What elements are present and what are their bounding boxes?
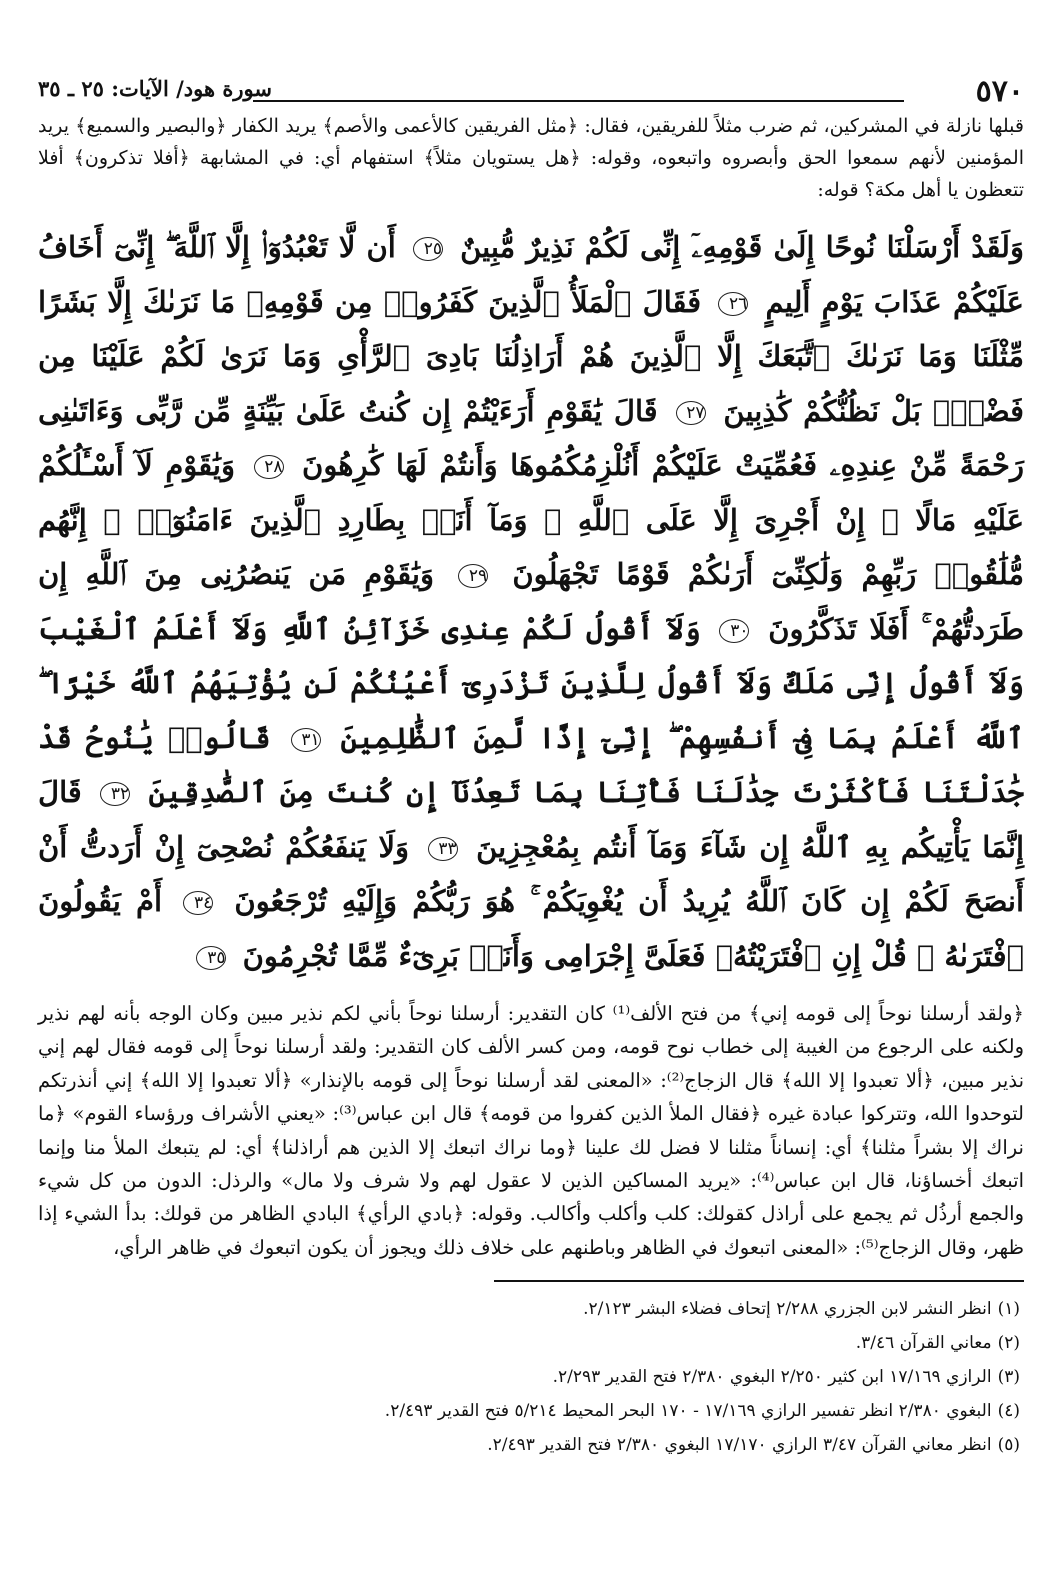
verse-text: قَالَ إِنَّمَا يَأْتِيكُم بِهِ ٱللَّهُ إِن شَآءَ وَمَآ أَنتُم بِمُعْجِزِينَ [38, 775, 1025, 864]
verse-number-marker: ٢٦ [718, 292, 748, 316]
running-title: سورة هود/ الآيات: ٢٥ ـ ٣٥ [38, 76, 272, 101]
footnote-number: (١) [997, 1299, 1020, 1320]
main-commentary [38, 997, 1024, 1264]
verse-text: قَالُوا۟ يَٰنُوحُ قَدْ جَٰدَلْتَنَا فَأَكْثَرْتَ جِدَٰلَنَا فَأْتِنَا بِمَا تَعِدُنَآ إِن كُنتَ مِنَ ٱلصَّٰدِقِينَ [38, 720, 1024, 809]
footnote-text: انظر معاني القرآن ٣/٤٧ الرازي ١٧/١٧٠ البغوي ٢/٣٨٠ فتح القدير ٢/٤٩٣. [487, 1435, 992, 1456]
verse-text: وَلَآ أَقُولُ لَكُمْ عِندِى خَزَآئِنُ ٱللَّهِ وَلَآ أَعْلَمُ ٱلْغَيْبَ وَلَآ أَقُولُ إِنِّى مَلَكٌ وَلَآ أَقُولُ لِلَّذِينَ تَزْدَرِىٓ أَعْيُنُكُمْ لَن يُؤْتِيَهُمُ ٱللَّهُ خَيْرًا ۖ ٱللَّهُ أَعْلَمُ بِمَا فِىٓ أَنفُسِهِمْ ۖ إِنِّىٓ إِذًا لَّمِنَ ٱلظَّٰلِمِينَ [38, 611, 1024, 755]
verse-text: فَقَالَ ٱلْمَلَأُ ٱلَّذِينَ كَفَرُوا۟ مِن قَوْمِهِۦ مَا نَرَىٰكَ إِلَّا بَشَرًا مِّثْلَنَا وَمَا نَرَىٰكَ ٱتَّبَعَكَ إِلَّا ٱلَّذِينَ هُمْ أَرَاذِلُنَا بَادِىَ ٱلرَّأْىِ وَمَا نَرَىٰ لَكُمْ عَلَيْنَا مِن فَضْلٍۭ بَلْ نَظُنُّكُمْ كَٰذِبِينَ [38, 284, 1024, 428]
footnote-text: معاني القرآن ٣/٤٦. [855, 1333, 992, 1354]
footnote-divider [494, 1280, 1024, 1282]
verse-text: وَيَٰقَوْمِ لَآ أَسْـَٔلُكُمْ عَلَيْهِ مَالًا ۖ إِنْ أَجْرِىَ إِلَّا عَلَى ٱللَّهِ ۚ وَمَآ أَنَا۠ بِطَارِدِ ٱلَّذِينَ ءَامَنُوٓا۟ ۚ إِنَّهُم مُّلَٰقُوا۟ رَبِّهِمْ وَلَٰكِنِّىٓ أَرَىٰكُمْ قَوْمًا تَجْهَلُونَ [38, 448, 1024, 591]
verse-number-marker: ٢٩ [458, 564, 488, 588]
verse-number-marker: ٢٥ [413, 237, 443, 261]
intro-commentary [38, 110, 1024, 206]
footnote-text: انظر النشر لابن الجزري ٢/٢٨٨ إتحاف فضلاء البشر ٢/١٢٣. [583, 1299, 992, 1320]
footnote-item [38, 1360, 1020, 1394]
verse-number-marker: ٣٣ [428, 837, 458, 861]
verse-number-marker: ٢٧ [676, 401, 706, 425]
verse-text: قَالَ يَٰقَوْمِ أَرَءَيْتُمْ إِن كُنتُ عَلَىٰ بَيِّنَةٍ مِّن رَّبِّى وَءَاتَىٰنِى رَحْمَةً مِّنْ عِندِهِۦ فَعُمِّيَتْ عَلَيْكُمْ أَنُلْزِمُكُمُوهَا وَأَنتُمْ لَهَا كَٰرِهُونَ [38, 393, 1024, 482]
verse-number-marker: ٢٨ [254, 455, 284, 479]
verse-text: أَن لَّا تَعْبُدُوٓا۟ إِلَّا ٱللَّهَ ۖ إِنِّىٓ أَخَافُ عَلَيْكُمْ عَذَابَ يَوْمٍ أَلِيمٍ [38, 230, 1024, 319]
footnote-item [38, 1326, 1020, 1360]
footnote-number: (٣) [997, 1367, 1020, 1388]
intro-paragraph: قبلها نازلة في المشركين، ثم ضرب مثلاً للفريقين، فقال: ﴿مثل الفريقين كالأعمى والأصم﴾ يريد الكفار ﴿والبصير والسميع﴾ يريد المؤمنين لأنهم سمعوا الحق وأبصروه واتبعوه، وقوله: ﴿هل يستويان مثلاً﴾ استفهام أي: في المشابهة ﴿أفلا تذكرون﴾ أفلا تتعظون يا أهل مكة؟ قوله: [38, 115, 1024, 201]
footnote-text: البغوي ٢/٣٨٠ انظر تفسير الرازي ١٧/١٦٩ - ١٧٠ البحر المحيط ٥/٢١٤ فتح القدير ٢/٤٩٣. [384, 1401, 992, 1422]
footnote-item [38, 1292, 1020, 1326]
header-rule [253, 100, 904, 102]
footnote-item [38, 1428, 1020, 1462]
footnotes [38, 1292, 1024, 1462]
verse-text: أَمْ يَقُولُونَ ٱفْتَرَىٰهُ ۖ قُلْ إِنِ ٱفْتَرَيْتُهُۥ فَعَلَىَّ إِجْرَامِى وَأَنَا۠ بَرِىٓءٌ مِّمَّا تُجْرِمُونَ [38, 884, 1024, 973]
verse-number-marker: ٣٥ [196, 946, 226, 970]
footnote-number: (٢) [997, 1333, 1020, 1354]
footnote-number: (٥) [997, 1435, 1020, 1456]
page-header [38, 70, 1024, 110]
verse-number-marker: ٣١ [291, 728, 321, 752]
verse-number-marker: ٣٠ [719, 619, 749, 643]
footnote-number: (٤) [997, 1401, 1020, 1422]
verse-number-marker: ٣٢ [100, 782, 130, 806]
verse-text: وَلَقَدْ أَرْسَلْنَا نُوحًا إِلَىٰ قَوْمِهِۦٓ إِنِّى لَكُمْ نَذِيرٌ مُّبِينٌ [460, 230, 1024, 264]
page-number: ٥٧٠ [975, 74, 1024, 109]
quran-verses [38, 220, 1024, 983]
verse-text: وَيَٰقَوْمِ مَن يَنصُرُنِى مِنَ ٱللَّهِ إِن طَرَدتُّهُمْ ۚ أَفَلَا تَذَكَّرُونَ [38, 557, 1024, 646]
footnote-text: الرازي ١٧/١٦٩ ابن كثير ٢/٢٥٠ البغوي ٢/٣٨٠ فتح القدير ٢/٢٩٣. [552, 1367, 992, 1388]
commentary-paragraph: ﴿ولقد أرسلنا نوحاً إلى قومه إني﴾ من فتح الألف⁽¹⁾ كان التقدير: أرسلنا نوحاً بأني لكم نذير مبين وكان الوجه بأنه لهم نذير ولكنه على الرجوع من الغيبة إلى خطاب نوح قومه، ومن كسر الألف كان التقدير: ولقد أرسلنا نوحاً إلى قومه فقال لهم إني نذير مبين، ﴿ألا تعبدوا إلا الله﴾ قال الزجاج⁽²⁾: «المعنى لقد أرسلنا نوحاً إلى قومه بالإنذار» ﴿ألا تعبدوا إلا الله﴾ إني أنذرتكم لتوحدوا الله، وتتركوا عبادة غيره ﴿فقال الملأ الذين كفروا من قومه﴾ قال ابن عباس⁽³⁾: «يعني الأشراف ورؤساء القوم» ﴿ما نراك إلا بشراً مثلنا﴾ أي: إنساناً مثلنا لا فضل لك علينا ﴿وما نراك اتبعك إلا الذين هم أراذلنا﴾ أي: لم يتبعك الملأ منا وإنما اتبعك أخساؤنا، قال ابن عباس⁽⁴⁾: «يريد المساكين الذين لا عقول لهم ولا شرف ولا مال» والرذل: الدون من كل شيء والجمع أرذُل ثم يجمع على أراذل كقولك: كلب وأكلب وأكالب. وقوله: ﴿بادي الرأي﴾ البادي الظاهر من قولك: بدأ الشيء إذا ظهر، وقال الزجاج⁽⁵⁾: «المعنى اتبعوك في الظاهر وباطنهم على خلاف ذلك ويجوز أن يكون اتبعوك في ظاهر الرأي، [38, 1002, 1025, 1259]
verse-text: وَلَا يَنفَعُكُمْ نُصْحِىٓ إِنْ أَرَدتُّ أَنْ أَنصَحَ لَكُمْ إِن كَانَ ٱللَّهُ يُرِيدُ أَن يُغْوِيَكُمْ ۚ هُوَ رَبُّكُمْ وَإِلَيْهِ تُرْجَعُونَ [38, 829, 1024, 918]
footnote-item [38, 1394, 1020, 1428]
verse-number-marker: ٣٤ [183, 891, 213, 915]
